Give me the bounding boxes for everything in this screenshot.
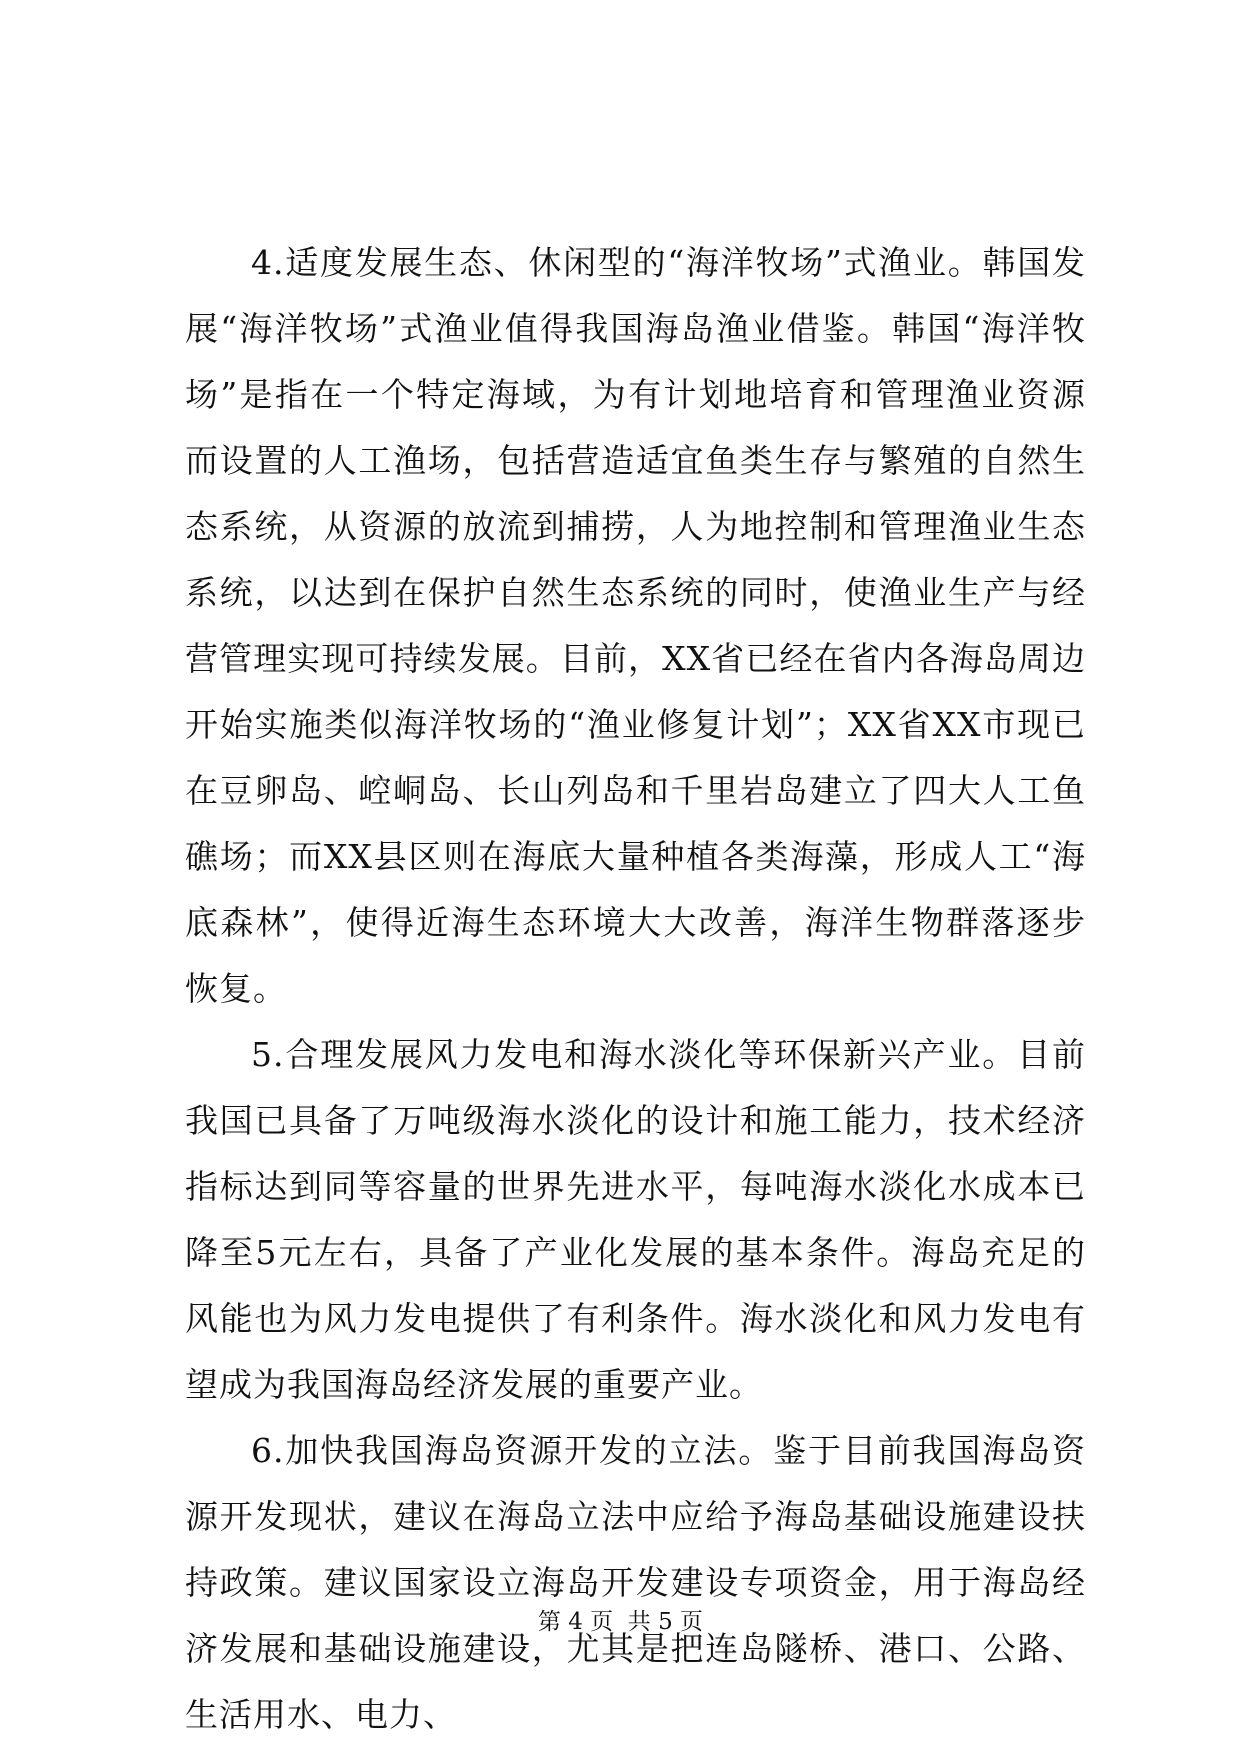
document-body	[185, 230, 1086, 1748]
paragraph-5-wind-power-desalination: 5.合理发展风力发电和海水淡化等环保新兴产业。目前我国已具备了万吨级海水淡化的设计和施工能力，技术经济指标达到同等容量的世界先进水平，每吨海水淡化水成本已降至5元左右，具备了产业化发展的基本条件。海岛充足的风能也为风力发电提供了有利条件。海水淡化和风力发电有望成为我国海岛经济发展的重要产业。	[185, 1035, 1086, 1404]
paragraph-6-island-legislation: 6.加快我国海岛资源开发的立法。鉴于目前我国海岛资源开发现状，建议在海岛立法中应给予海岛基础设施建设扶持政策。建议国家设立海岛开发建设专项资金，用于海岛经济发展和基础设施建设，尤其是把连岛隧桥、港口、公路、生活用水、电力、	[185, 1431, 1086, 1734]
paragraph-4-marine-ranching: 4.适度发展生态、休闲型的“海洋牧场”式渔业。韩国发展“海洋牧场”式渔业值得我国海岛渔业借鉴。韩国“海洋牧场”是指在一个特定海域，为有计划地培育和管理渔业资源而设置的人工渔场，包括营造适宜鱼类生存与繁殖的自然生态系统，从资源的放流到捕捞，人为地控制和管理渔业生态系统，以达到在保护自然生态系统的同时，使渔业生产与经营管理实现可持续发展。目前，XX省已经在省内各海岛周边开始实施类似海洋牧场的“渔业修复计划”；XX省XX市现已在豆卵岛、崆峒岛、长山列岛和千里岩岛建立了四大人工鱼礁场；而XX县区则在海底大量种植各类海藻，形成人工“海底森林”，使得近海生态环境大大改善，海洋生物群落逐步恢复。	[185, 243, 1086, 1008]
page-number-footer: 第 4 页 共 5 页	[537, 1609, 704, 1635]
